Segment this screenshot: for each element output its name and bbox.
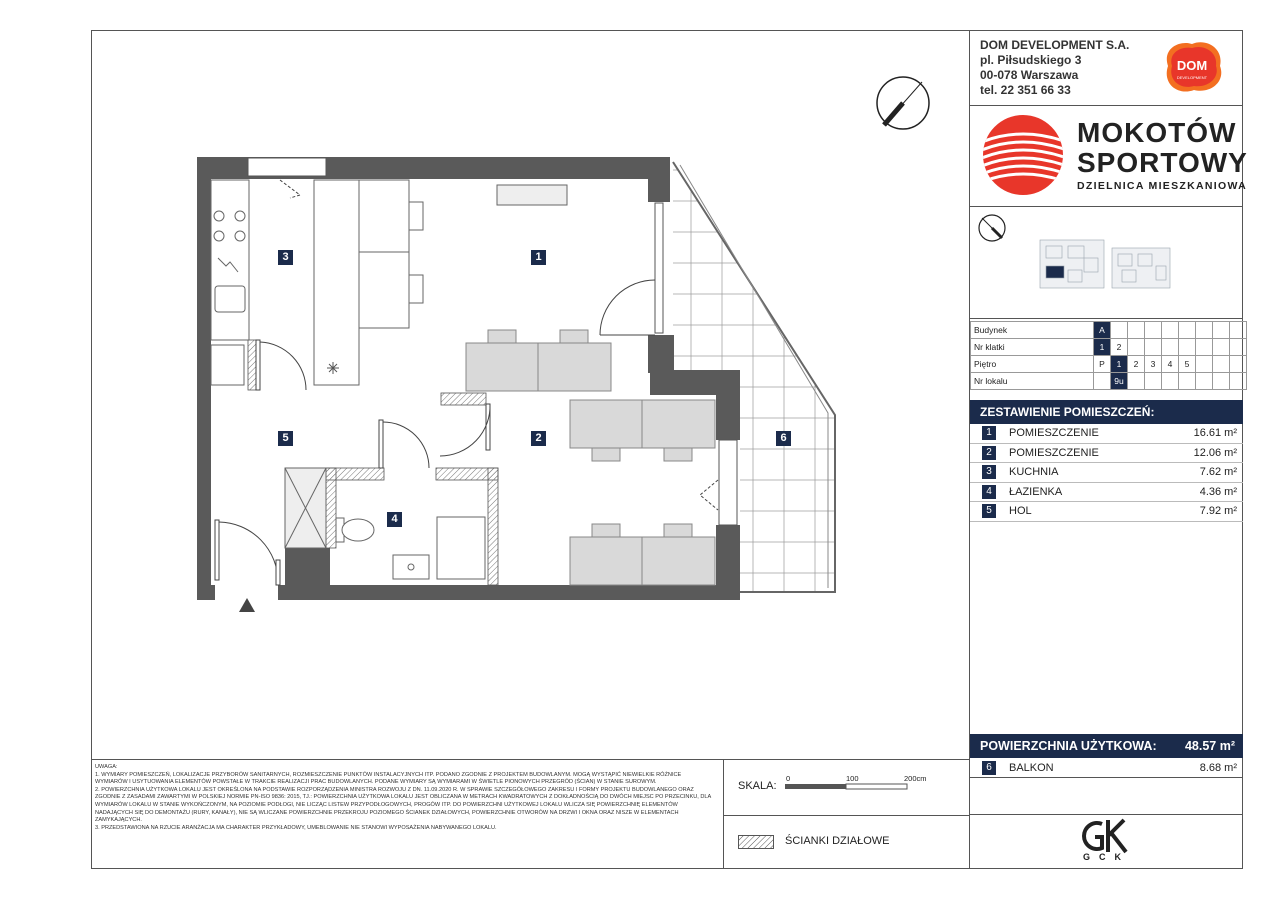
balcony-row <box>970 759 1243 777</box>
company-name: DOM DEVELOPMENT S.A. <box>980 38 1130 52</box>
desk-group-room2 <box>570 400 715 585</box>
project-title <box>1077 118 1248 178</box>
room-area: 7.92 m² <box>1199 505 1237 517</box>
floor-value-1: 1 <box>1111 356 1128 373</box>
room-number: 4 <box>982 485 996 499</box>
dom-logo-subtext: DEVELOPMENT <box>1176 75 1208 80</box>
radiator <box>497 185 567 205</box>
room-row-4 <box>970 483 1243 503</box>
scale-label: SKALA: <box>738 780 777 792</box>
room-name: POMIESZCZENIE <box>1009 427 1099 439</box>
company-address1: pl. Piłsudskiego 3 <box>980 53 1082 67</box>
keyplan-building-a <box>1040 240 1104 288</box>
scale-bar <box>785 783 909 791</box>
scale-tick-200: 200cm <box>904 774 927 783</box>
room-summary-list <box>970 424 1243 522</box>
stair-value-1: 1 <box>1094 339 1111 356</box>
project-subtitle: DZIELNICA MIESZKANIOWA <box>1077 180 1247 192</box>
scale-legend-divider <box>723 815 970 816</box>
balcony-name: BALKON <box>1009 762 1054 774</box>
unit-label: Nr lokalu <box>971 373 1094 390</box>
room-label-2: 2 <box>531 431 546 446</box>
total-area-label: POWIERZCHNIA UŻYTKOWA: <box>980 739 1157 753</box>
keyplan-divider <box>970 318 1243 319</box>
company-divider <box>970 105 1243 106</box>
stair-row <box>971 339 1247 356</box>
room-row-2 <box>970 444 1243 464</box>
room-label-1: 1 <box>531 250 546 265</box>
dom-logo-text: DOM <box>1176 58 1208 73</box>
company-info <box>980 38 1129 98</box>
room-label-5: 5 <box>278 431 293 446</box>
stair-value-2: 2 <box>1111 339 1128 356</box>
entrance-arrow-icon <box>239 598 255 612</box>
desk-group-room1 <box>466 330 611 391</box>
mokotow-logo-mark <box>982 114 1070 196</box>
floor-row <box>971 356 1247 373</box>
unit-info-table <box>970 321 1247 390</box>
room-row-3 <box>970 463 1243 483</box>
room-number: 2 <box>982 446 996 460</box>
room-number: 5 <box>982 504 996 518</box>
room-number: 3 <box>982 465 996 479</box>
room-name: KUCHNIA <box>1009 466 1059 478</box>
summary-header: ZESTAWIENIE POMIESZCZEŃ: <box>970 400 1243 424</box>
keyplan-compass-icon <box>979 215 1005 241</box>
room-area: 12.06 m² <box>1193 446 1237 459</box>
company-phone: tel. 22 351 66 33 <box>980 83 1071 97</box>
balcony-number: 6 <box>982 761 996 775</box>
note-2: 2. POWIERZCHNIA UŻYTKOWA LOKALU JEST OKREŚLONA NA PODSTAWIE ROZPORZĄDZENIA MINISTRA ROZWOJU Z DN. 11.09.2020 R. W SPRAWIE SZCZEGÓŁOWEGO ZAKRESU I FORMY PROJEKTU BUDOWLANEGO ORAZ ZGODNIE Z ZASADAMI ZAWARTYMI W POLSKIEJ NORMIE PN-ISO 9836: 2015, TJ.: POWIERZCHNIA UŻYTKOWA LOKALU JEST OBLICZANA W METRACH KWADRATOWYCH Z DOKŁADNOŚCIĄ DO DWÓCH MIEJSC PO PRZECINKU, DLA WYMIARÓW LOKALU W STANIE WYKOŃCZONYM, NA POZIOMIE PODŁOGI, NIE LICZĄC LISTEW PRZYPODŁOGOWYCH, PROGÓW ITP. DO POWIERZCHNI UŻYTKOWEJ LOKALU WLICZA SIĘ POWIERZCHNIĘ ELEMENTÓW NADAJĄCYCH SIĘ DO DEMONTAŻU (RURY, KANAŁY), NIE SĄ WLICZANE POWIERZCHNIE PRZEKROJU POZIOMEGO ŚCIANEK DZIAŁOWYCH, POWIERZCHNIE OTWORÓW NA DRZWI I OKNA ORAZ NISZE W ELEMENTACH ZAMYKAJĄCYCH. <box>95 786 711 824</box>
floor-value-3: 3 <box>1145 356 1162 373</box>
room-label-4: 4 <box>387 512 402 527</box>
room-area: 4.36 m² <box>1199 485 1237 498</box>
total-area-value: 48.57 m² <box>1184 739 1235 753</box>
note-1: 1. WYMIARY POMIESZCZEŃ, LOKALIZACJE PRZYBORÓW SANITARNYCH, ROZMIESZCZENIE PUNKTÓW INSTALACYJNYCH ITP. PODANO ZGODNIE Z PROJEKTEM BUDOWLANYM. MOGĄ WYSTĄPIĆ NIEWIELKIE RÓŻNICE WYMIARÓW I USYTUOWANIA ELEMENTÓW POWSTAŁE W TRAKCIE REALIZACJI PRAC BUDOWLANYCH. PODANE WYMIARY SĄ WYMIARAMI W ŚWIETLE PIONOWYCH PRZEGRÓD (ŚCIAN) W STANIE SUROWYM. <box>95 771 682 786</box>
room-row-5 <box>970 502 1243 522</box>
key-plan <box>972 208 1242 316</box>
building-value: A <box>1094 322 1111 339</box>
unit-value: 9u <box>1111 373 1128 390</box>
room-number: 1 <box>982 426 996 440</box>
room-name: ŁAZIENKA <box>1009 485 1063 498</box>
notes-block <box>95 764 715 832</box>
building-row <box>971 322 1247 339</box>
room-label-6: 6 <box>776 431 791 446</box>
logo-divider <box>970 206 1243 207</box>
dom-development-logo <box>1158 38 1226 94</box>
floor-value-5: 5 <box>1179 356 1196 373</box>
room-area: 7.62 m² <box>1199 466 1237 478</box>
walls-legend-label: ŚCIANKI DZIAŁOWE <box>785 835 890 847</box>
floor-value-4: 4 <box>1162 356 1179 373</box>
balcony-divider <box>970 777 1243 778</box>
total-area-bar <box>970 734 1243 758</box>
building-label: Budynek <box>971 322 1094 339</box>
gck-logo <box>1080 818 1130 854</box>
room-name: HOL <box>1009 505 1032 517</box>
cabinet <box>211 345 244 385</box>
note-3: 3. PRZEDSTAWIONA NA RZUCIE ARANŻACJA MA CHARAKTER PRZYKŁADOWY, UMEBLOWANIE NIE STANOWI WYPOSAŻENIA NABYWANEGO LOKALU. <box>95 824 497 831</box>
floor-value-p: P <box>1094 356 1111 373</box>
walls-legend-swatch <box>738 835 774 849</box>
company-address2: 00-078 Warszawa <box>980 68 1079 82</box>
room-name: POMIESZCZENIE <box>1009 446 1099 459</box>
project-title-line2: SPORTOWY <box>1077 147 1248 178</box>
floor-label: Piętro <box>971 356 1094 373</box>
project-title-line1: MOKOTÓW <box>1077 117 1237 148</box>
stair-label: Nr klatki <box>971 339 1094 356</box>
keyplan-building-b <box>1112 248 1170 288</box>
compass-icon <box>877 77 929 129</box>
unit-row <box>971 373 1247 390</box>
scale-tick-0: 0 <box>786 774 791 783</box>
scale-tick-100: 100 <box>846 774 859 783</box>
notes-title: UWAGA: <box>95 764 118 770</box>
footer-divider <box>970 814 1243 815</box>
room-row-1 <box>970 424 1243 444</box>
room-label-3: 3 <box>278 250 293 265</box>
gck-logo-text: GCK <box>1083 852 1130 862</box>
balcony-area: 8.68 m² <box>1199 762 1237 774</box>
room-area: 16.61 m² <box>1193 427 1237 439</box>
notes-scale-divider <box>723 759 724 869</box>
floor-value-2: 2 <box>1128 356 1145 373</box>
